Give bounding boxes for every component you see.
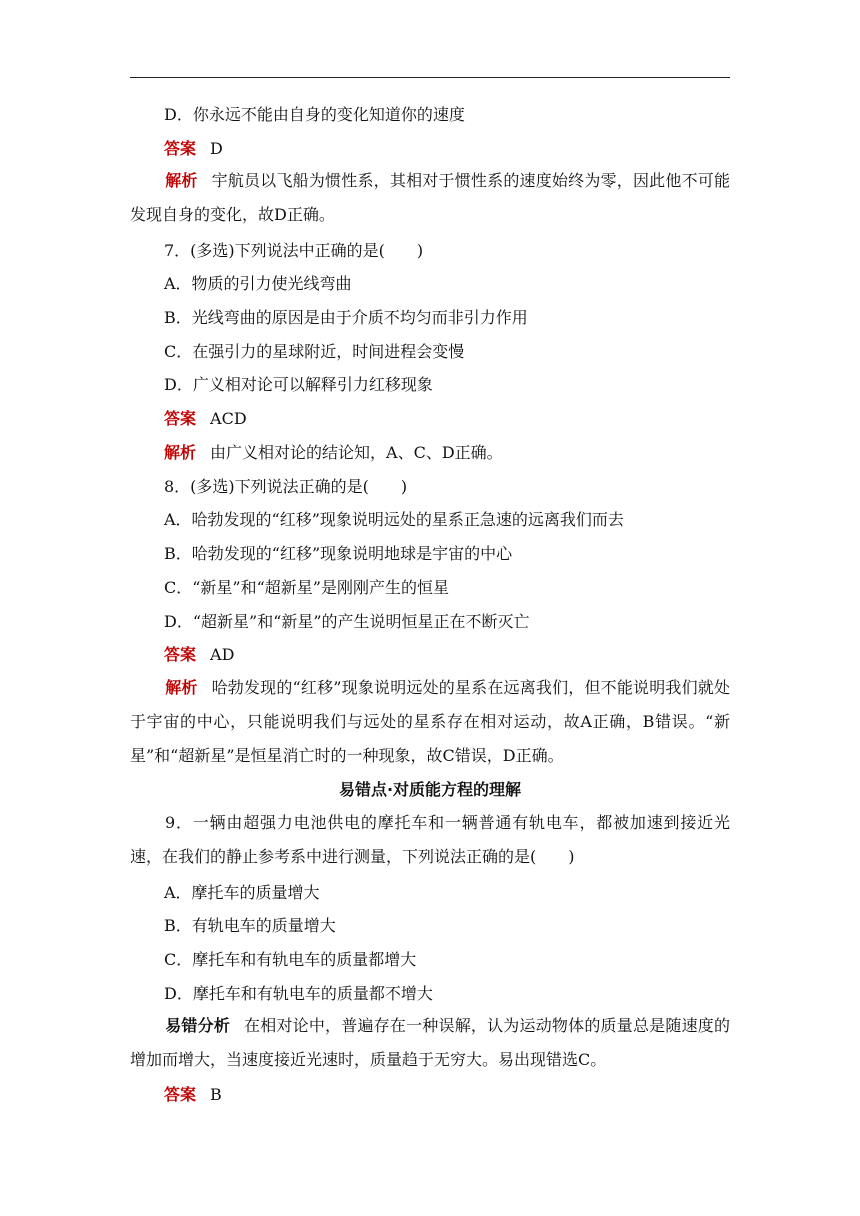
- q9-option-d: D．摩托车和有轨电车的质量都不增大: [164, 984, 433, 1003]
- answer-label: 答案: [164, 1085, 197, 1104]
- q7-option-a: A．物质的引力使光线弯曲: [164, 274, 352, 293]
- q9-option-b: B．有轨电车的质量增大: [164, 916, 336, 935]
- q9-stem: [130, 806, 730, 874]
- answer-label: 答案: [164, 645, 197, 664]
- q9-error-analysis: [130, 1009, 730, 1077]
- q9-stem-text: 9．一辆由超强力电池供电的摩托车和一辆普通有轨电车，都被加速到接近光速，在我们的静止参考系中进行测量，下列说法正确的是( ): [130, 813, 730, 866]
- error-analysis-text: 在相对论中，普遍存在一种误解，认为运动物体的质量总是随速度的增加而增大，当速度接近光速时，质量趋于无穷大。易出现错选C。: [130, 1016, 730, 1069]
- analysis-label: 解析: [165, 678, 198, 697]
- q7-analysis: [164, 443, 503, 463]
- answer-value: AD: [210, 645, 235, 664]
- q8-option-c: C．“新星”和“超新星”是刚刚产生的恒星: [164, 578, 449, 597]
- q9-option-a: A．摩托车的质量增大: [164, 883, 320, 902]
- q9-option-c: C．摩托车和有轨电车的质量都增大: [164, 950, 417, 969]
- q7-stem: 7．(多选)下列说法中正确的是( ): [164, 241, 424, 260]
- q8-option-a: A．哈勃发现的“红移”现象说明远处的星系正急速的远离我们而去: [164, 510, 624, 529]
- section-heading: 易错点·对质能方程的理解: [338, 780, 522, 799]
- q7-option-b: B．光线弯曲的原因是由于介质不均匀而非引力作用: [164, 308, 528, 327]
- analysis-text: 宇航员以飞船为惯性系，其相对于惯性系的速度始终为零，因此他不可能发现自身的变化，故D正确。: [130, 171, 730, 224]
- analysis-text: 哈勃发现的“红移”现象说明远处的星系在远离我们，但不能说明我们就处于宇宙的中心，只能说明我们与远处的星系存在相对运动，故A正确，B错误。“新星”和“超新星”是恒星消亡时的一种现象，故C错误，D正确。: [130, 678, 730, 765]
- q8-option-b: B．哈勃发现的“红移”现象说明地球是宇宙的中心: [164, 544, 513, 563]
- q6-answer: [164, 139, 223, 159]
- q6-analysis: [130, 164, 730, 232]
- q8-option-d: D．“超新星”和“新星”的产生说明恒星正在不断灭亡: [164, 612, 530, 631]
- q8-analysis: [130, 671, 730, 773]
- q8-stem: 8．(多选)下列说法正确的是( ): [164, 477, 408, 496]
- answer-label: 答案: [164, 409, 197, 428]
- q8-answer: [164, 645, 234, 665]
- answer-value: B: [210, 1085, 222, 1104]
- header-rule: [130, 77, 730, 78]
- q7-answer: [164, 409, 247, 429]
- q6-option-d: D．你永远不能由自身的变化知道你的速度: [164, 105, 465, 124]
- analysis-label: 解析: [164, 443, 197, 462]
- q7-option-c: C．在强引力的星球附近，时间进程会变慢: [164, 342, 465, 361]
- answer-value: ACD: [210, 409, 247, 428]
- q7-option-d: D．广义相对论可以解释引力红移现象: [164, 375, 433, 394]
- error-analysis-label: 易错分析: [165, 1016, 231, 1035]
- answer-value: D: [210, 139, 223, 158]
- analysis-text: 由广义相对论的结论知，A、C、D正确。: [210, 443, 503, 462]
- q9-answer: [164, 1085, 222, 1105]
- answer-label: 答案: [164, 139, 197, 158]
- analysis-label: 解析: [165, 171, 198, 190]
